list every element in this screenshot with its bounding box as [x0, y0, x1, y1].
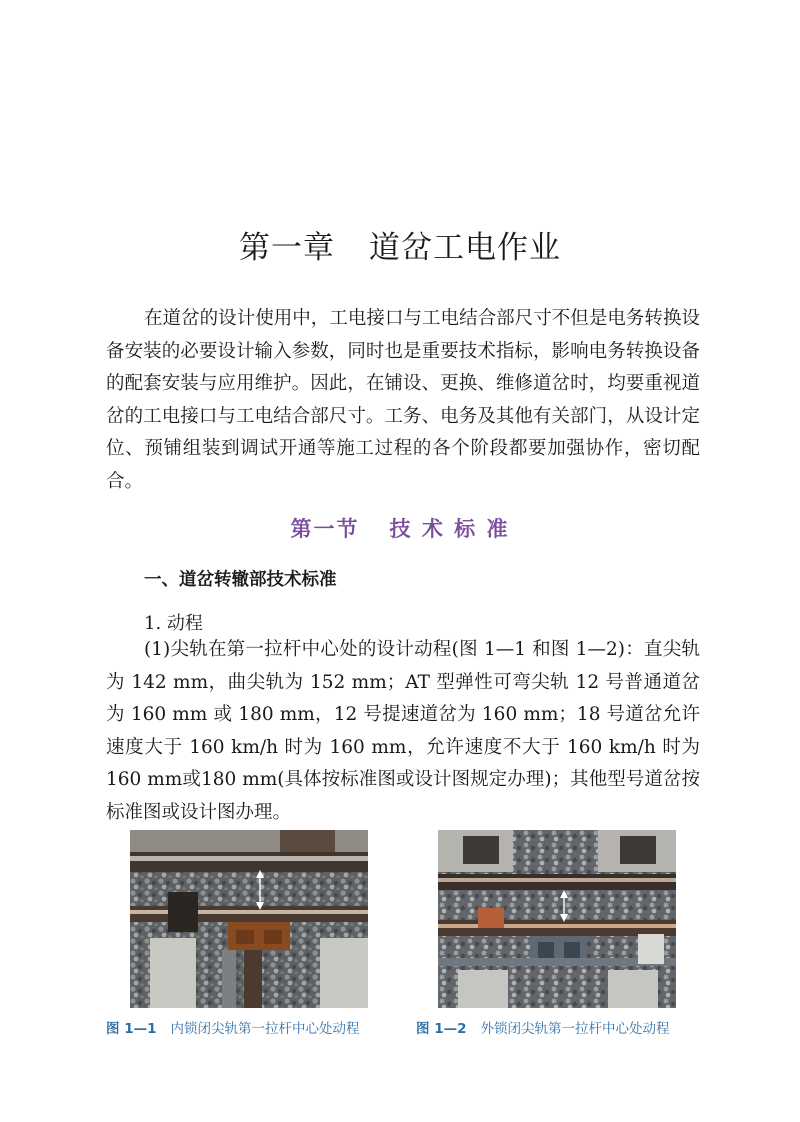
figure-1-1-caption-text: 内锁闭尖轨第一拉杆中心处动程	[170, 1021, 360, 1037]
section-number: 第一节	[290, 517, 360, 541]
chapter-title	[0, 222, 800, 267]
section-title	[0, 513, 800, 543]
figure-1-1-number: 图 1—1	[106, 1021, 157, 1037]
figure-1-1-photo	[130, 830, 368, 1008]
section-name: 技 术 标 准	[389, 517, 510, 541]
figure-1-1-caption	[106, 1017, 360, 1037]
chapter-name: 道岔工电作业	[369, 230, 561, 266]
subsection-heading: 一、道岔转辙部技术标准	[144, 570, 337, 590]
item-title: 1. 动程	[144, 613, 203, 634]
figure-1-2-photo	[438, 830, 676, 1008]
figure-1-2-caption-text: 外锁闭尖轨第一拉杆中心处动程	[480, 1021, 670, 1037]
chapter-number: 第一章	[239, 230, 335, 266]
figure-1-2-caption	[416, 1017, 670, 1037]
item-body-paragraph: (1)尖轨在第一拉杆中心处的设计动程(图 1—1 和图 1—2)：直尖轨为 142 mm，曲尖轨为 152 mm；AT 型弹性可弯尖轨 12 号普通道岔为 160 mm 或 180 mm，12 号提速道岔为 160 mm；18 号道岔允许速度大于 160 km/h 时为 160 mm，允许速度不大于 160 km/h 时为 160 mm或180 mm(具体按标准图或设计图规定办理)；其他型号道岔按标准图或设计图办理。	[106, 639, 700, 823]
intro-paragraph: 在道岔的设计使用中，工电接口与工电结合部尺寸不但是电务转换设备安装的必要设计输入参数，同时也是重要技术指标，影响电务转换设备的配套安装与应用维护。因此，在铺设、更换、维修道岔时，均要重视道岔的工电接口与工电结合部尺寸。工务、电务及其他有关部门，从设计定位、预铺组装到调试开通等施工过程的各个阶段都要加强协作，密切配合。	[106, 308, 700, 492]
figure-1-2-number: 图 1—2	[416, 1021, 467, 1037]
